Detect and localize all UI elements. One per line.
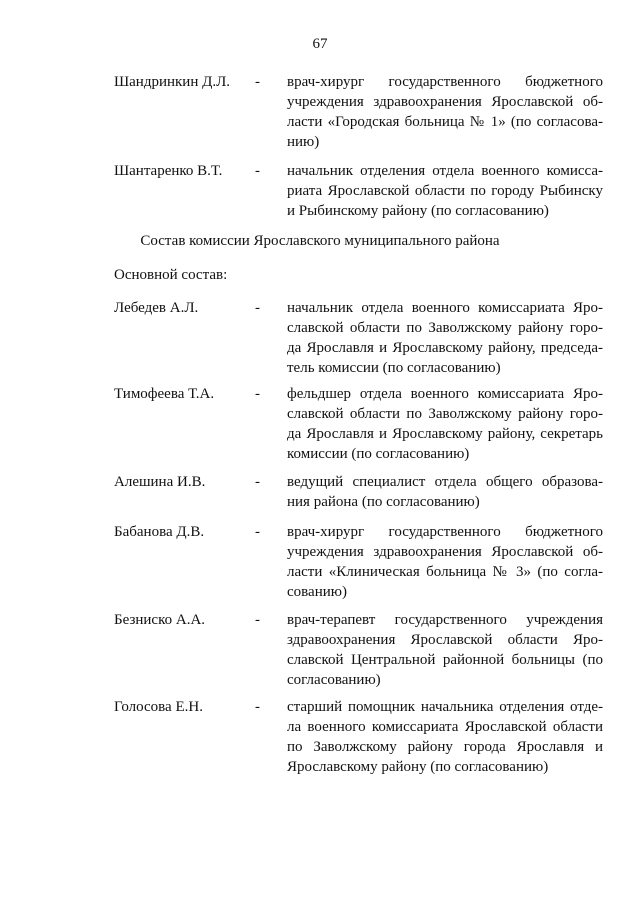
member-name: Голосова Е.Н. [114, 699, 203, 715]
member-description: врач-хирург государственного бюджетного учреждения здравоохранения Ярославской об- ласти «Клиническая больница № 3» (по согла- сованию) [287, 524, 603, 600]
member-description: начальник отдела военного комиссариата Яро- славской области по Заволжскому району горо- да Ярославля и Ярославскому району, председа- тель комиссии (по согласованию) [287, 300, 603, 376]
member-description: старший помощник начальника отделения отде- ла военного комиссариата Ярославской области по Заволжскому району города Ярославля и Ярославскому району (по согласованию) [287, 699, 603, 775]
dash-separator: - [255, 612, 260, 628]
member-name: Тимофеева Т.А. [114, 386, 215, 402]
member-name: Безниско А.А. [114, 612, 206, 628]
dash-separator: - [255, 699, 260, 715]
member-description: начальник отделения отдела военного комисса- риата Ярославской области по городу Рыбинску и Рыбинскому району (по согласованию) [287, 163, 603, 219]
member-name: Шандринкин Д.Л. [114, 74, 231, 90]
member-description: врач-хирург государственного бюджетного учреждения здравоохранения Ярославской об- ласти «Городская больница № 1» (по согласова- нию) [287, 74, 603, 150]
section-heading: Состав комиссии Ярославского муниципального района [140, 233, 500, 249]
dash-separator: - [255, 74, 260, 90]
member-name: Лебедев А.Л. [114, 300, 199, 316]
page-number: 67 [312, 36, 328, 52]
member-name: Шантаренко В.Т. [114, 163, 223, 179]
member-name: Бабанова Д.В. [114, 524, 205, 540]
dash-separator: - [255, 474, 260, 490]
subheading: Основной состав: [114, 267, 228, 283]
member-description: ведущий специалист отдела общего образова- ния района (по согласованию) [287, 474, 603, 510]
dash-separator: - [255, 163, 260, 179]
member-description: врач-терапевт государственного учреждения здравоохранения Ярославской области Яро- славской Центральной районной больницы (по согласованию) [287, 612, 603, 688]
member-description: фельдшер отдела военного комиссариата Яро- славской области по Заволжскому району горо- да Ярославля и Ярославскому району, секретарь комиссии (по согласованию) [287, 386, 603, 462]
dash-separator: - [255, 300, 260, 316]
dash-separator: - [255, 386, 260, 402]
dash-separator: - [255, 524, 260, 540]
member-name: Алешина И.В. [114, 474, 206, 490]
